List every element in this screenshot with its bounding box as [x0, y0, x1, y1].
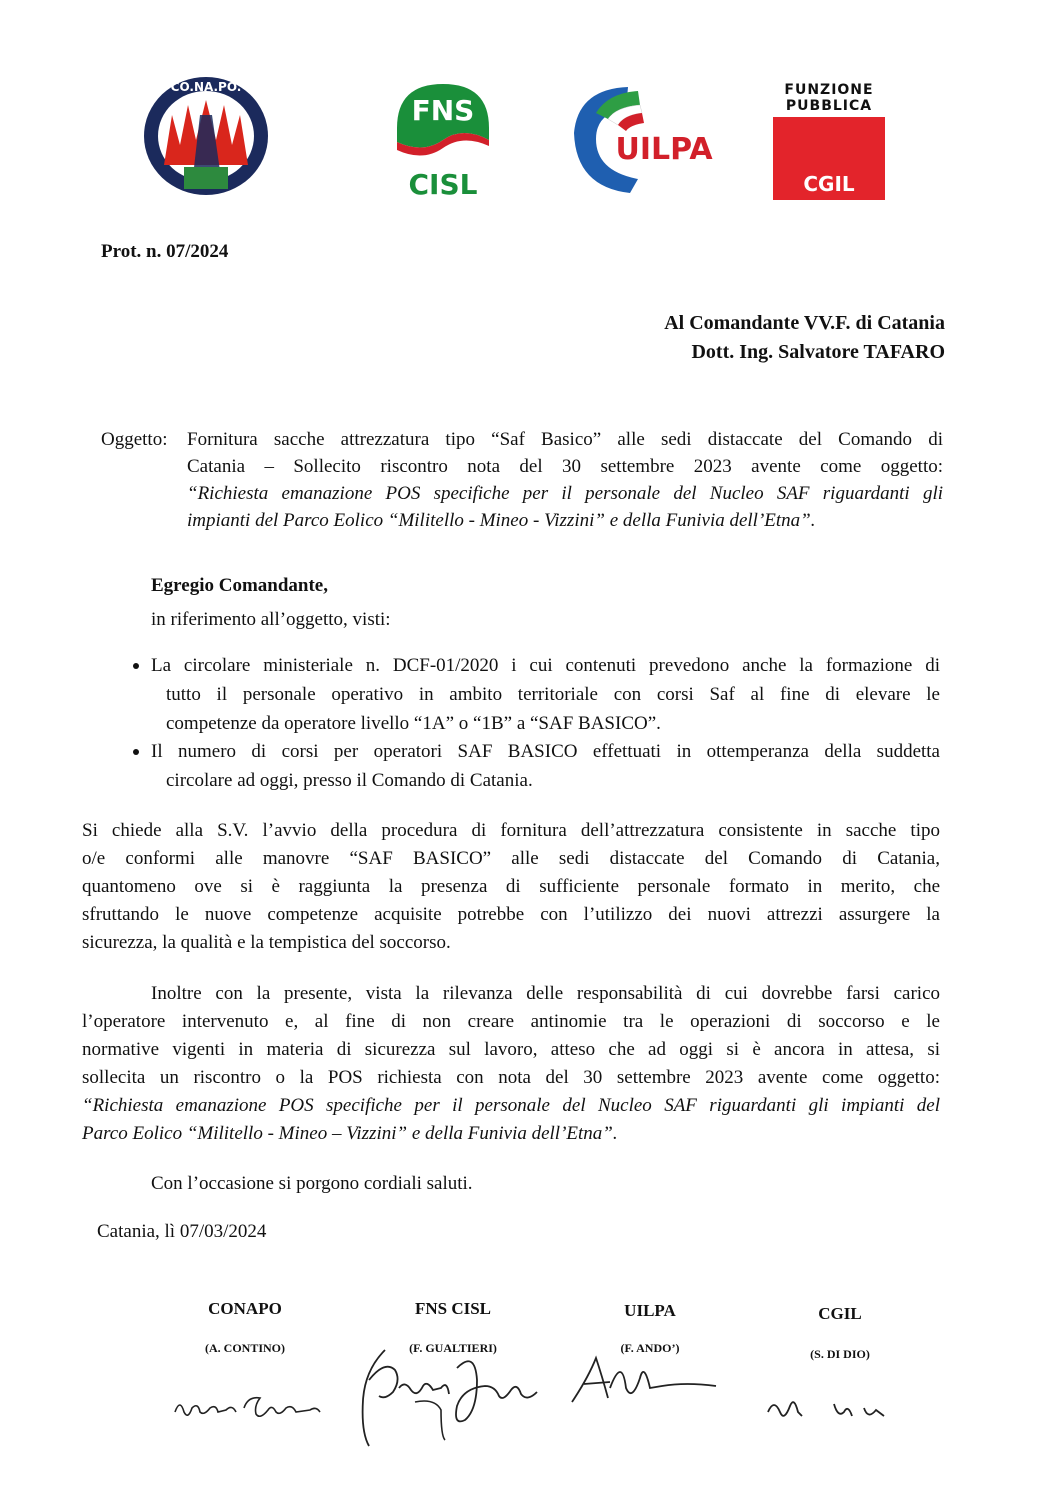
bullet-2-line-1: Il numero di corsi per operatori SAF BASICO effettuati in ottemperanza della suddetta [151, 741, 940, 762]
protocol-number: Prot. n. 07/2024 [101, 241, 229, 262]
paragraph-1-line-4: sfruttando le nuove competenze acquisite potrebbe con l’utilizzo dei nuovi attrezzi assurgere la [82, 904, 940, 925]
cgil-text: CGIL [803, 172, 855, 196]
subject-line-1: Fornitura sacche attrezzatura tipo “Saf Basico” alle sedi distaccate del Comando di [187, 429, 943, 450]
handwritten-signature-contino [170, 1378, 330, 1428]
signature-name-di-dio: (S. DI DIO) [810, 1347, 870, 1361]
signature-org-cgil: CGIL [818, 1304, 862, 1323]
bullet-2-line-2: circolare ad oggi, presso il Comando di Catania. [166, 770, 533, 791]
funzione-text: FUNZIONE [784, 82, 874, 98]
handwritten-signature-ando [566, 1348, 726, 1412]
recipient-line-2: Dott. Ing. Salvatore TAFARO [691, 341, 945, 363]
paragraph-1-line-3: quantomeno ove si è raggiunta la presenza di sufficiente personale formato in merito, che [82, 876, 940, 897]
cisl-text: CISL [408, 168, 478, 198]
subject-label: Oggetto: [101, 429, 168, 450]
uilpa-logo [568, 83, 716, 195]
intro-text: in riferimento all’oggetto, visti: [151, 609, 391, 630]
bullet-dot-icon [133, 663, 139, 669]
conapo-logo [142, 75, 270, 197]
signature-name-ando: (F. ANDO’) [620, 1341, 680, 1355]
subject-line-2: Catania – Sollecito riscontro nota del 30 settembre 2023 avente come oggetto: [187, 456, 943, 477]
signature-name-contino: (A. CONTINO) [205, 1341, 285, 1355]
bullet-1-line-2: tutto il personale operativo in ambito territoriale con corsi Saf al fine di elevare le [166, 684, 940, 705]
pubblica-text: PUBBLICA [785, 98, 873, 114]
paragraph-2-line-4: sollecita un riscontro o la POS richiesta con nota del 30 settembre 2023 avente come oggetto: [82, 1067, 940, 1088]
paragraph-1-line-2: o/e conformi alle manovre “SAF BASICO” alle sedi distaccate del Comando di Catania, [82, 848, 940, 869]
handwritten-signature-gualtieri [345, 1340, 545, 1452]
cgil-red-box [773, 117, 885, 200]
bullet-dot-icon [133, 749, 139, 755]
uilpa-text: UILPA [615, 132, 713, 167]
bullet-1-line-3: competenze da operatore livello “1A” o “1B” a “SAF BASICO”. [166, 713, 661, 734]
subject-line-4: impianti del Parco Eolico “Militello - Mineo - Vizzini” e della Funivia dell’Etna”. [187, 510, 816, 531]
paragraph-2-line-1: Inoltre con la presente, vista la rilevanza delle responsabilità di cui dovrebbe farsi carico [151, 983, 940, 1004]
subject-line-3: “Richiesta emanazione POS specifiche per il personale del Nucleo SAF riguardanti gli [187, 483, 943, 504]
place-date: Catania, lì 07/03/2024 [97, 1221, 267, 1242]
closing-text: Con l’occasione si porgono cordiali saluti. [151, 1173, 473, 1194]
paragraph-2-line-6: Parco Eolico “Militello - Mineo – Vizzini” e della Funivia dell’Etna”. [82, 1123, 618, 1144]
fns-cisl-logo [393, 80, 493, 198]
greeting: Egregio Comandante, [151, 575, 328, 596]
fp-cgil-logo [773, 82, 885, 200]
signature-name-gualtieri: (F. GUALTIERI) [409, 1341, 497, 1355]
paragraph-2-line-5: “Richiesta emanazione POS specifiche per il personale del Nucleo SAF riguardanti gli impianti del [82, 1095, 940, 1116]
bullet-1-line-1: La circolare ministeriale n. DCF-01/2020 i cui contenuti prevedono anche la formazione di [151, 655, 940, 676]
conapo-logo-text: CO.NA.PO. [170, 80, 242, 94]
paragraph-1-line-5: sicurezza, la qualità e la tempistica del soccorso. [82, 932, 451, 953]
signature-org-uilpa: UILPA [624, 1301, 676, 1320]
fns-text: FNS [411, 94, 475, 127]
paragraph-2-line-2: l’operatore intervenuto e, al fine di non creare antinomie tra le operazioni di soccorso e le [82, 1011, 940, 1032]
handwritten-signature-di-dio [760, 1382, 900, 1428]
recipient-line-1: Al Comandante VV.F. di Catania [664, 312, 945, 334]
paragraph-1-line-1: Si chiede alla S.V. l’avvio della procedura di fornitura dell’attrezzatura consistente in sacche tipo [82, 820, 940, 841]
signature-org-fns-cisl: FNS CISL [414, 1299, 492, 1318]
signature-org-conapo: CONAPO [208, 1299, 282, 1318]
paragraph-2-line-3: normative vigenti in materia di sicurezza sul lavoro, atteso che ad oggi si è ancora in attesa, si [82, 1039, 940, 1060]
